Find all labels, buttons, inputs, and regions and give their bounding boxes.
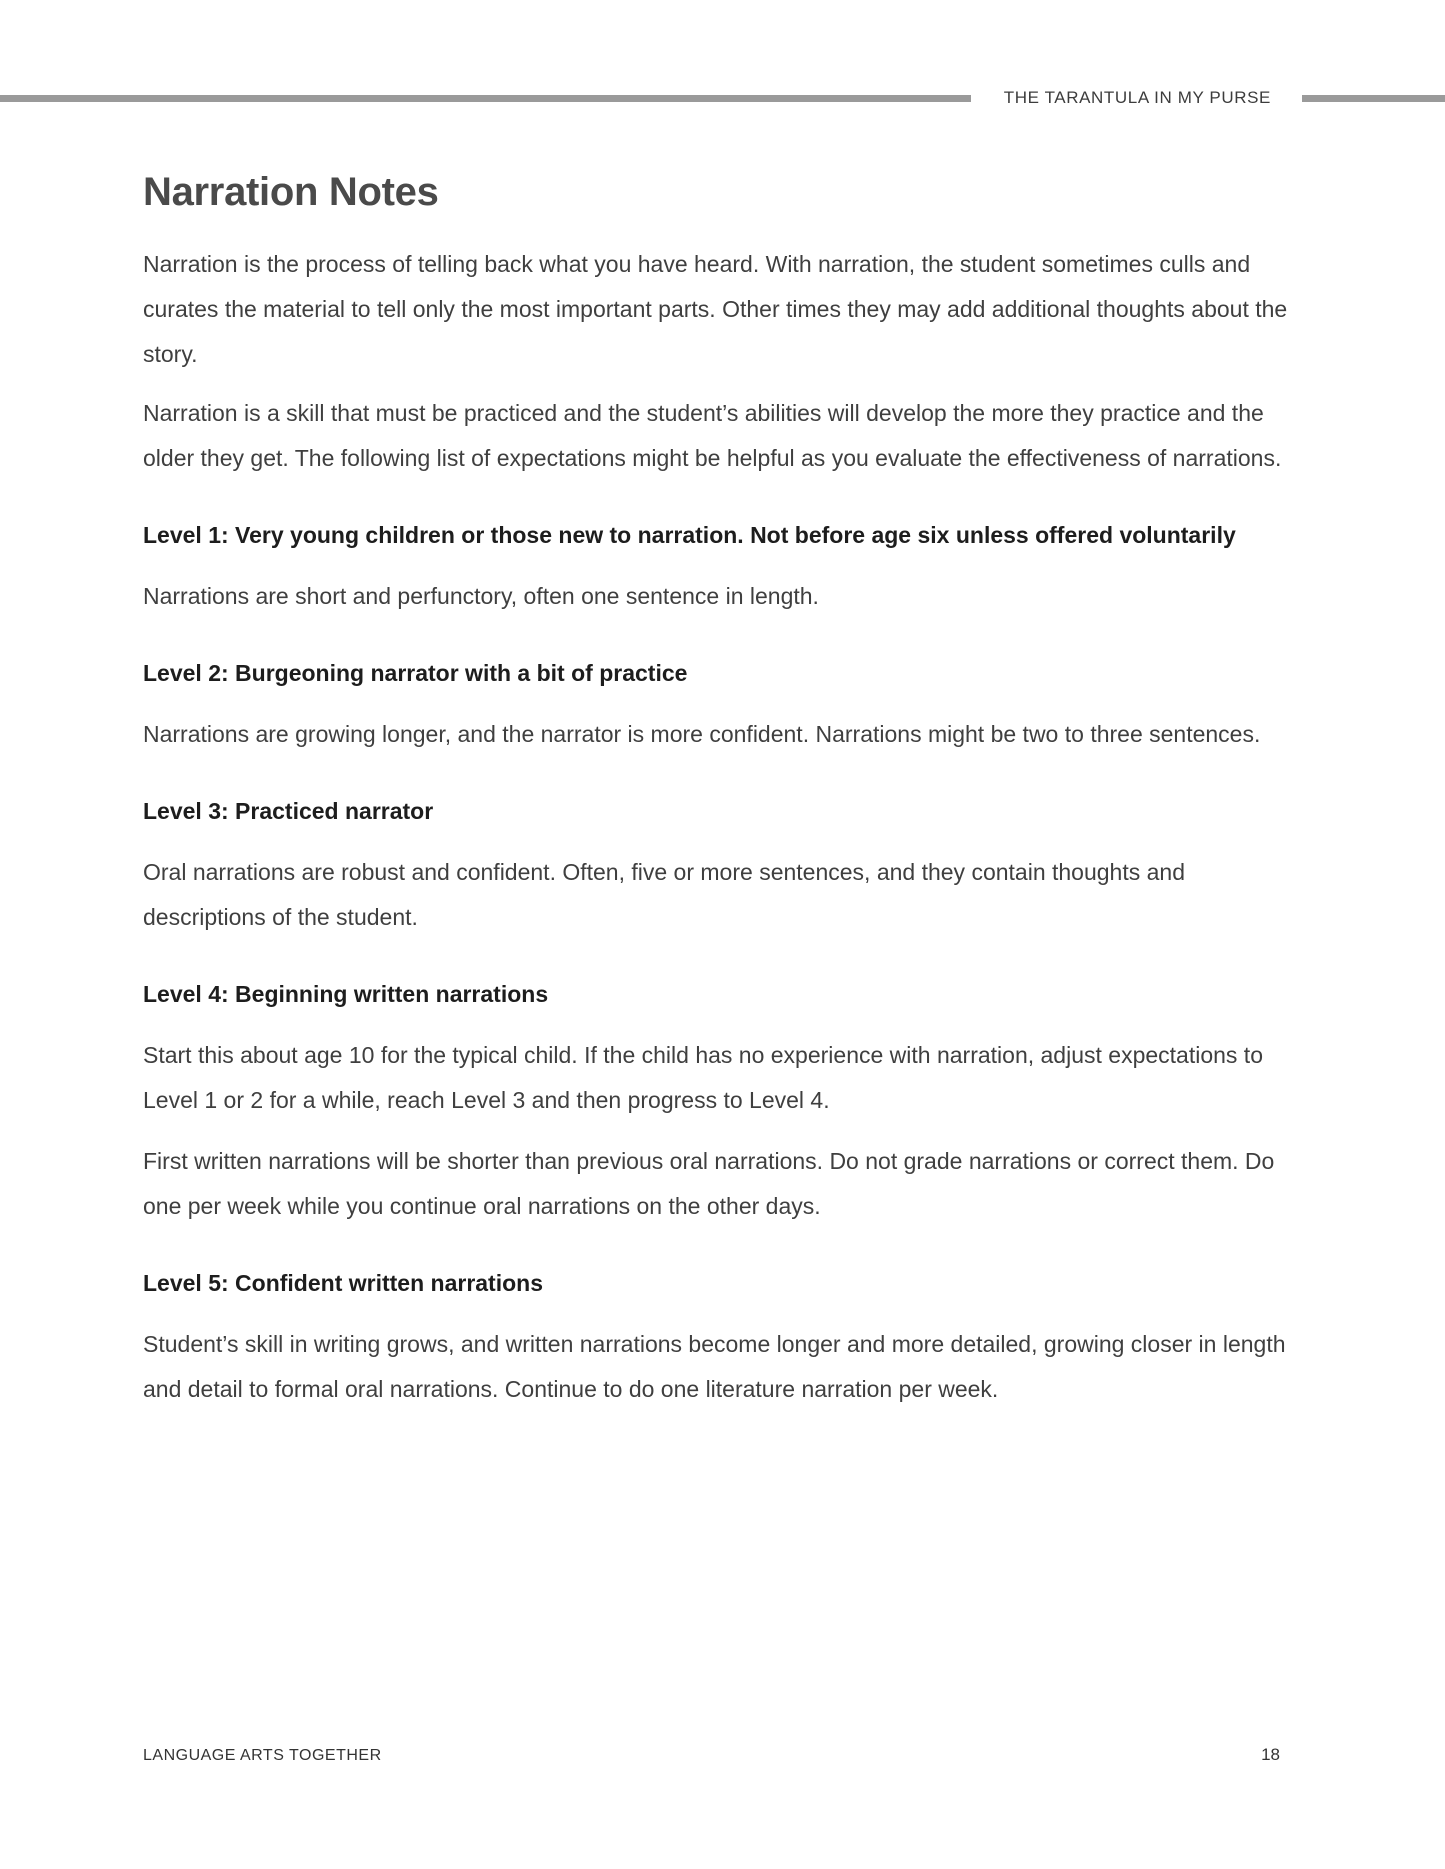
section-heading-level-2: Level 2: Burgeoning narrator with a bit of practice	[143, 659, 688, 686]
page-footer	[143, 1745, 1305, 1765]
section-paragraph: Start this about age 10 for the typical child. If the child has no experience with narration, adjust expectations to Level 1 or 2 for a while, reach Level 3 and then progress to Level 4.	[143, 1041, 1263, 1113]
running-head-book-title: THE TARANTULA IN MY PURSE	[1003, 88, 1271, 107]
section-paragraph: Student’s skill in writing grows, and written narrations become longer and more detailed, growing closer in length and detail to formal oral narrations. Continue to do one literature narration per week.	[143, 1330, 1286, 1402]
section-paragraph: Narrations are growing longer, and the narrator is more confident. Narrations might be two to three sentences.	[143, 720, 1261, 747]
section-heading-level-4: Level 4: Beginning written narrations	[143, 980, 549, 1007]
header-rule-left	[0, 95, 971, 102]
page-content	[0, 170, 1445, 1412]
section-paragraph: Oral narrations are robust and confident. Often, five or more sentences, and they contain thoughts and descriptions of the student.	[143, 858, 1186, 930]
intro-paragraph: Narration is the process of telling back what you have heard. With narration, the student sometimes culls and curates the material to tell only the most important parts. Other times they may add additional thoughts about the story.	[143, 250, 1288, 367]
section-paragraph: First written narrations will be shorter than previous oral narrations. Do not grade narrations or correct them. Do one per week while you continue oral narrations on the other days.	[143, 1147, 1275, 1219]
footer-series-title: LANGUAGE ARTS TOGETHER	[143, 1747, 382, 1764]
page-number: 18	[1261, 1745, 1280, 1764]
page-header	[0, 0, 1445, 108]
section-paragraph: Narrations are short and perfunctory, often one sentence in length.	[143, 582, 819, 609]
intro-paragraph: Narration is a skill that must be practiced and the student’s abilities will develop the more they practice and the older they get. The following list of expectations might be helpful as you evaluate the effectiveness of narrations.	[143, 399, 1282, 471]
section-heading-level-5: Level 5: Confident written narrations	[143, 1269, 543, 1296]
header-rule-right	[1302, 95, 1445, 102]
section-heading-level-1: Level 1: Very young children or those new to narration. Not before age six unless offered voluntarily	[143, 521, 1236, 548]
page-title: Narration Notes	[143, 170, 439, 214]
section-heading-level-3: Level 3: Practiced narrator	[143, 797, 434, 824]
